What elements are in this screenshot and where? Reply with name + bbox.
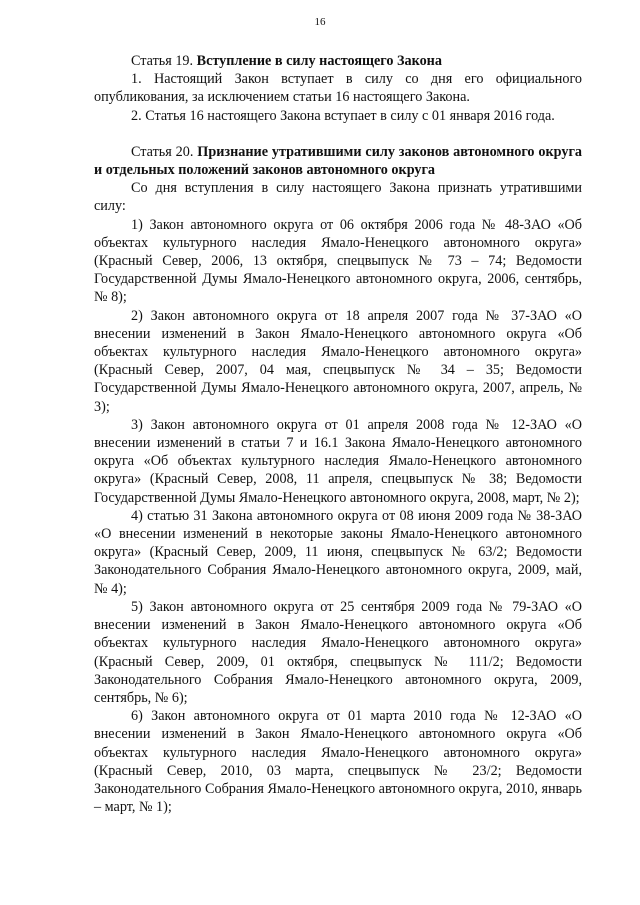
- article-20-title: Признание утратившими силу законов автономного округа и отдельных положений законов автономного округа: [94, 143, 583, 179]
- article-20-item-6: 6) Закон автономного округа от 01 марта 2010 года № 12-ЗАО «О внесении изменений в Закон Ямало-Ненецкого автономного округа «Об объектах культурного наследия Ямало-Ненецкого автономного округа» (Красный Север, 2010, 03 марта, спецвыпуск № 23/2; Ведомости Законодательного Собрания Ямало-Ненецкого автономного округа, 2010, январь – март, № 1);: [94, 708, 582, 816]
- article-20-item-2: 2) Закон автономного округа от 18 апреля 2007 года № 37-ЗАО «О внесении изменений в Закон Ямало-Ненецкого автономного округа «Об объектах культурного наследия Ямало-Ненецкого автономного округа» (Красный Север, 2007, 04 мая, спецвыпуск № 34 – 35; Ведомости Государственной Думы Ямало-Ненецкого автономного округа, 2007, апрель, № 3);: [94, 307, 582, 415]
- article-20-intro: Со дня вступления в силу настоящего Закона признать утратившими силу:: [94, 180, 582, 215]
- article-19-paragraph-1: 1. Настоящий Закон вступает в силу со дня его официального опубликования, за исключением статьи 16 настоящего Закона.: [94, 71, 582, 106]
- article-20-item-4: 4) статью 31 Закона автономного округа от 08 июня 2009 года № 38-ЗАО «О внесении изменений в некоторые законы Ямало-Ненецкого автономного округа» (Красный Север, 2009, 11 июня, спецвыпуск № 63/2; Ведомости Законодательного Собрания Ямало-Ненецкого автономного округа, 2009, май, № 4);: [94, 507, 582, 597]
- section-spacer: [94, 125, 582, 143]
- article-20-item-3: 3) Закон автономного округа от 01 апреля 2008 года № 12-ЗАО «О внесении изменений в статьи 7 и 16.1 Закона Ямало-Ненецкого автономного округа «Об объектах культурного наследия Ямало-Ненецкого автономного округа» (Красный Север, 2008, 11 апреля, спецвыпуск № 38; Ведомости Государственной Думы Ямало-Ненецкого автономного округа, 2008, март, № 2);: [94, 416, 582, 506]
- article-19-heading: [94, 52, 582, 70]
- article-20-heading: [94, 143, 582, 179]
- document-body: [94, 52, 582, 816]
- article-19-paragraph-2: 2. Статья 16 настоящего Закона вступает в силу с 01 января 2016 года.: [131, 107, 555, 124]
- article-20-label: Статья 20.: [131, 143, 194, 160]
- article-19-title: Вступление в силу настоящего Закона: [196, 53, 442, 69]
- article-20-item-1: 1) Закон автономного округа от 06 октября 2006 года № 48-ЗАО «Об объектах культурного наследия Ямало-Ненецкого автономного округа» (Красный Север, 2006, 13 октября, спецвыпуск № 73 – 74; Ведомости Государственной Думы Ямало-Ненецкого автономного округа, 2006, сентябрь, № 8);: [94, 216, 582, 306]
- article-19-label: Статья 19.: [131, 53, 194, 69]
- page-number: 16: [314, 16, 326, 28]
- article-20-item-5: 5) Закон автономного округа от 25 сентября 2009 года № 79-ЗАО «О внесении изменений в Закон Ямало-Ненецкого автономного округа «Об объектах культурного наследия Ямало-Ненецкого автономного округа» (Красный Север, 2009, 01 октября, спецвыпуск № 111/2; Ведомости Законодательного Собрания Ямало-Ненецкого автономного округа, 2009, сентябрь, № 6);: [94, 598, 582, 706]
